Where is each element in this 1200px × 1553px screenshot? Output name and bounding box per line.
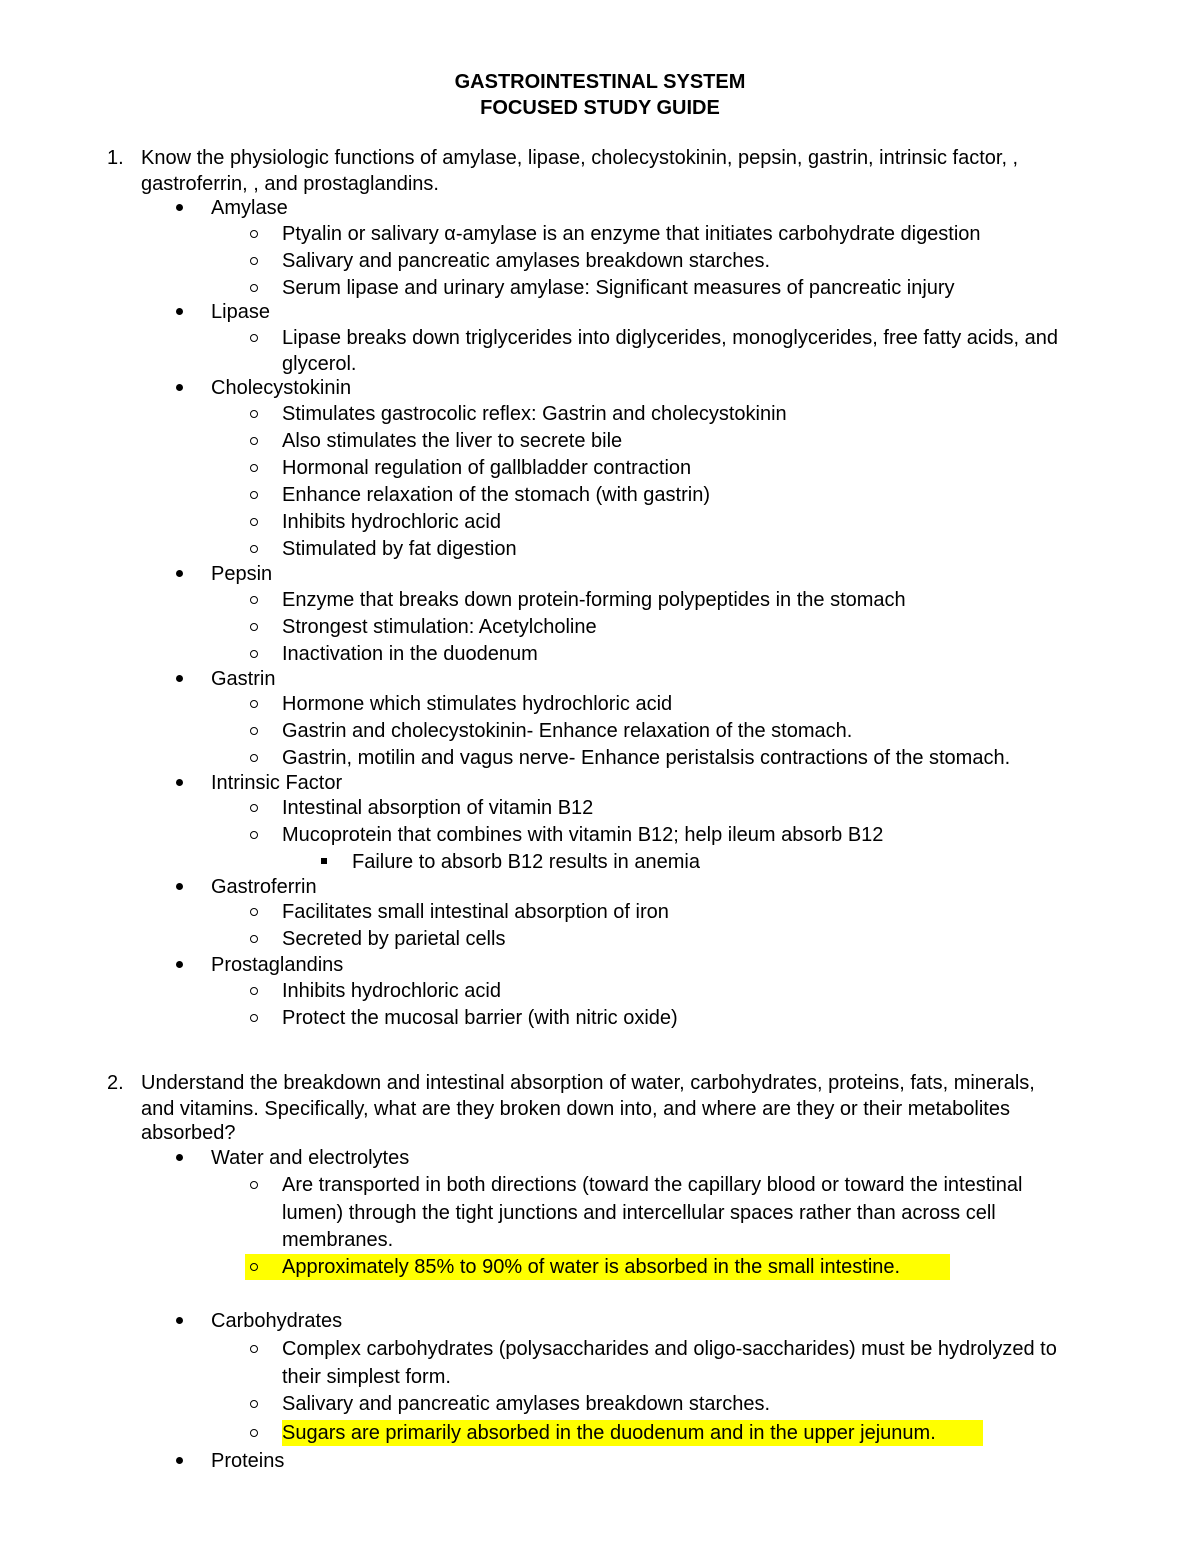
question-1-number: 1. [107, 147, 124, 169]
circle-bullet-icon [250, 464, 258, 472]
list-item: Salivary and pancreatic amylases breakdown starches. [282, 250, 771, 272]
heading-gastroferrin: Gastroferrin [211, 876, 317, 898]
circle-bullet-icon [250, 935, 258, 943]
heading-cholecystokinin: Cholecystokinin [211, 377, 352, 399]
list-item: Salivary and pancreatic amylases breakdown starches. [282, 1393, 771, 1415]
circle-bullet-icon [250, 754, 258, 762]
circle-bullet-icon [250, 491, 258, 499]
heading-proteins: Proteins [211, 1450, 285, 1472]
list-item: Lipase breaks down triglycerides into diglycerides, monoglycerides, free fatty acids, and [282, 327, 1058, 349]
square-bullet-icon [321, 858, 327, 864]
list-item: Inhibits hydrochloric acid [282, 980, 501, 1002]
list-item: Serum lipase and urinary amylase: Significant measures of pancreatic injury [282, 277, 955, 299]
circle-bullet-icon [250, 987, 258, 995]
circle-bullet-icon [250, 804, 258, 812]
question-2-text-line-3: absorbed? [141, 1122, 236, 1144]
list-item: Inactivation in the duodenum [282, 643, 538, 665]
list-item: Also stimulates the liver to secrete bile [282, 430, 623, 452]
circle-bullet-icon [250, 230, 258, 238]
list-item: Enzyme that breaks down protein-forming polypeptides in the stomach [282, 589, 906, 611]
highlighted-list-item [282, 1420, 936, 1446]
list-item-continuation: their simplest form. [282, 1366, 451, 1388]
question-2-text-line-2: and vitamins. Specifically, what are they broken down into, and where are they or their metabolites [141, 1098, 1010, 1120]
bullet-icon [176, 204, 183, 211]
list-item: Mucoprotein that combines with vitamin B12; help ileum absorb B12 [282, 824, 884, 846]
circle-bullet-icon [250, 257, 258, 265]
title-line-1: GASTROINTESTINAL SYSTEM [454, 71, 746, 93]
bullet-icon [176, 675, 183, 682]
list-item: Enhance relaxation of the stomach (with gastrin) [282, 484, 710, 506]
heading-prostaglandins: Prostaglandins [211, 954, 344, 976]
circle-bullet-icon [250, 908, 258, 916]
bullet-icon [176, 1317, 183, 1324]
circle-bullet-icon [250, 334, 258, 342]
circle-bullet-icon [250, 1345, 258, 1353]
bullet-icon [176, 961, 183, 968]
question-1-text-line-2: gastroferrin, , and prostaglandins. [141, 173, 439, 195]
period: . [930, 1422, 936, 1444]
heading-carbohydrates: Carbohydrates [211, 1310, 343, 1332]
circle-bullet-icon [250, 1400, 258, 1408]
circle-bullet-icon [250, 727, 258, 735]
circle-bullet-icon [250, 650, 258, 658]
list-item: Protect the mucosal barrier (with nitric oxide) [282, 1007, 678, 1029]
circle-bullet-icon [250, 1181, 258, 1189]
list-item: Secreted by parietal cells [282, 928, 506, 950]
bullet-icon [176, 570, 183, 577]
bullet-icon [176, 308, 183, 315]
circle-bullet-icon [250, 1014, 258, 1022]
list-item: Strongest stimulation: Acetylcholine [282, 616, 597, 638]
circle-bullet-icon [250, 545, 258, 553]
circle-bullet-icon [250, 410, 258, 418]
title-line-2: FOCUSED STUDY GUIDE [480, 97, 720, 119]
list-item: Inhibits hydrochloric acid [282, 511, 501, 533]
list-item: Complex carbohydrates (polysaccharides and oligo-saccharides) must be hydrolyzed to [282, 1338, 1057, 1360]
highlighted-text: Sugars are primarily absorbed in the duodenum and in the upper jejunum [282, 1422, 931, 1444]
list-item-continuation: glycerol. [282, 353, 357, 375]
list-item-continuation: lumen) through the tight junctions and intercellular spaces rather than across cell [282, 1202, 996, 1224]
sub-list-item: Failure to absorb B12 results in anemia [352, 851, 700, 873]
list-item: Hormonal regulation of gallbladder contraction [282, 457, 692, 479]
circle-bullet-icon [250, 518, 258, 526]
heading-lipase: Lipase [211, 301, 270, 323]
circle-bullet-icon [250, 437, 258, 445]
list-item: Are transported in both directions (toward the capillary blood or toward the intestinal [282, 1174, 1023, 1196]
question-2-number: 2. [107, 1072, 124, 1094]
bullet-icon [176, 1457, 183, 1464]
circle-bullet-icon [250, 831, 258, 839]
list-item: Stimulates gastrocolic reflex: Gastrin and cholecystokinin [282, 403, 787, 425]
list-item: Facilitates small intestinal absorption of iron [282, 901, 669, 923]
bullet-icon [176, 384, 183, 391]
circle-bullet-icon [250, 700, 258, 708]
heading-amylase: Amylase [211, 197, 288, 219]
list-item: Gastrin, motilin and vagus nerve- Enhance peristalsis contractions of the stomach. [282, 747, 1011, 769]
circle-bullet-icon [250, 284, 258, 292]
question-2-text-line-1: Understand the breakdown and intestinal absorption of water, carbohydrates, proteins, fats, minerals, [141, 1072, 1035, 1094]
list-item-continuation: membranes. [282, 1229, 394, 1251]
bullet-icon [176, 1154, 183, 1161]
highlighted-list-item: Approximately 85% to 90% of water is absorbed in the small intestine. [282, 1256, 901, 1278]
circle-bullet-icon [250, 623, 258, 631]
list-item: Intestinal absorption of vitamin B12 [282, 797, 594, 819]
list-item: Gastrin and cholecystokinin- Enhance relaxation of the stomach. [282, 720, 853, 742]
circle-bullet-icon [250, 1263, 258, 1271]
list-item: Stimulated by fat digestion [282, 538, 517, 560]
bullet-icon [176, 779, 183, 786]
heading-water: Water and electrolytes [211, 1147, 410, 1169]
heading-intrinsic-factor: Intrinsic Factor [211, 772, 343, 794]
bullet-icon [176, 883, 183, 890]
list-item: Hormone which stimulates hydrochloric acid [282, 693, 673, 715]
circle-bullet-icon [250, 1429, 258, 1437]
heading-pepsin: Pepsin [211, 563, 273, 585]
question-1-text-line-1: Know the physiologic functions of amylase, lipase, cholecystokinin, pepsin, gastrin, intrinsic factor, , [141, 147, 1019, 169]
heading-gastrin: Gastrin [211, 668, 276, 690]
list-item: Ptyalin or salivary α-amylase is an enzyme that initiates carbohydrate digestion [282, 223, 981, 245]
circle-bullet-icon [250, 596, 258, 604]
